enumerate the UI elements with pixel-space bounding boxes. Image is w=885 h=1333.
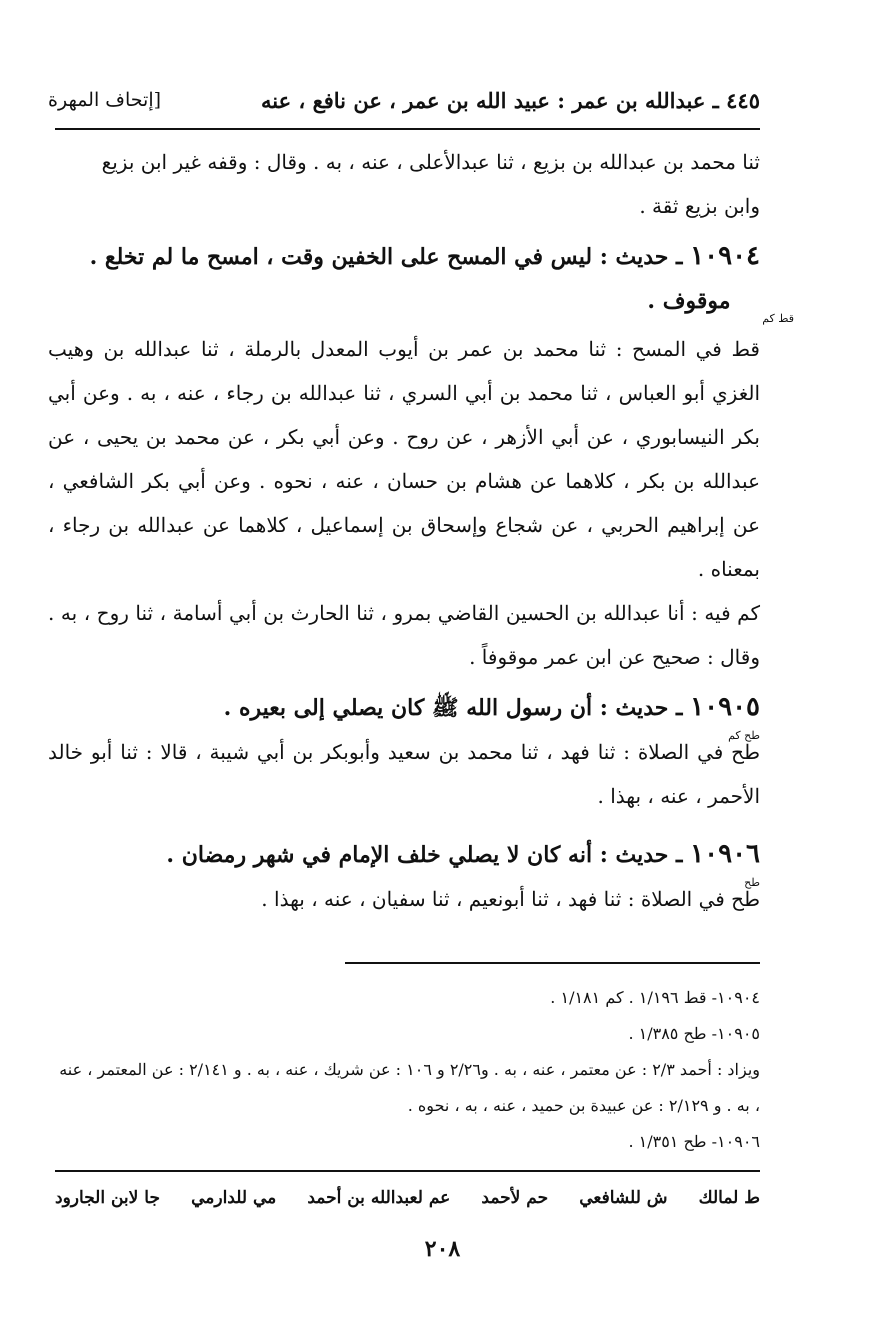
footnote-additions: ويزاد : أحمد ٢/٣ : عن معتمر ، عنه ، به . و٢/٢٦ و ١٠٦ : عن شريك ، عنه ، به . و ٢/١٤١ : عن المعتمر ، عنه ، به . و ٢/١٢٩ : عن عبيدة بن حميد ، عنه ، به ، نحوه . [59, 1060, 760, 1115]
abbreviation-key [55, 1180, 760, 1216]
footnote-10906: ١٠٩٠٦- طح ١/٣٥١ . [628, 1132, 760, 1151]
continued-line-1: ثنا محمد بن عبدالله بن بزيع ، ثنا عبدالأعلى ، عنه ، به . وقال : وقفه غير ابن بزيع [101, 150, 760, 174]
abbrev-rule [55, 1170, 760, 1172]
abbrev-item: مي للدارمي [191, 1188, 277, 1208]
abbrev-item: ش للشافعي [579, 1188, 668, 1208]
hadith-entry-10906 [48, 832, 760, 921]
entry-heading [48, 234, 794, 327]
entry-source-th [48, 877, 760, 921]
footnote-10904: ١٠٩٠٤- قط ١/١٩٦ . كم ١/١٨١ . [550, 988, 760, 1007]
entry-title: ـ حديث : أنه كان لا يصلي خلف الإمام في شهر رمضان . [166, 842, 683, 868]
abbrev-item: عم لعبدالله بن أحمد [307, 1188, 451, 1208]
entry-source-km: كم فيه : أنا عبدالله بن الحسين القاضي بمرو ، ثنا الحارث بن أبي أسامة ، ثنا روح ، به . وقال : صحيح عن ابن عمر موقوفاً . [48, 601, 760, 669]
continued-line-2: وابن بزيع ثقة . [639, 194, 760, 218]
entry-sigla: طح كم [728, 729, 760, 742]
entry-title: ـ حديث : ليس في المسح على الخفين وقت ، امسح ما لم تخلع . [89, 244, 683, 270]
hadith-entry-10905 [48, 685, 760, 818]
entry-source-qt: قط في المسح : ثنا محمد بن عمر بن أيوب المعدل بالرملة ، ثنا عبدالله بن وهيب الغزي أبو العباس ، ثنا محمد بن أبي السري ، ثنا عبدالله بن رجاء ، عنه ، به . وعن أبي بكر النيسابوري ، عن أبي الأزهر ، عن روح . وعن أبي بكر ، عن محمد بن يحيى ، عن عبدالله بن بكر ، كلاهما عن هشام بن حسان ، عنه ، نحوه . وعن أبي بكر الشافعي ، عن إبراهيم الحربي ، عن شجاع وإسحاق بن إسماعيل ، كلاهما عن عبدالله بن رجاء ، بمعناه . [48, 337, 760, 581]
entry-number: ١٠٩٠٤ [690, 241, 760, 271]
main-text [48, 140, 794, 921]
entry-title-tail: موقوف . [647, 288, 731, 314]
continued-paragraph [48, 140, 760, 228]
footnote-10905: ١٠٩٠٥- طح ١/٣٨٥ . [628, 1024, 760, 1043]
entry-title: ـ حديث : أن رسول الله ﷺ كان يصلي إلى بعيره . [223, 695, 683, 721]
entry-number: ١٠٩٠٦ [690, 839, 760, 869]
footnote-rule [345, 962, 760, 964]
entry-source-text: طح في الصلاة : ثنا فهد ، ثنا محمد بن سعيد وأبوبكر بن أبي شيبة ، قالا : ثنا أبو خالد الأحمر ، عنه ، بهذا . [48, 740, 760, 808]
entry-heading [48, 832, 760, 877]
hadith-entry-10904 [48, 234, 794, 679]
book-title: [إتحاف المهرة [48, 89, 162, 111]
header-rule [55, 128, 760, 130]
entry-source-th [48, 730, 760, 818]
abbrev-item: حم لأحمد [481, 1188, 549, 1208]
footnotes [52, 980, 760, 1160]
abbrev-item: جا لابن الجارود [55, 1188, 160, 1208]
page-number: ٢٠٨ [424, 1236, 461, 1262]
entry-sigla: قط كم [762, 312, 794, 325]
entry-heading [48, 685, 760, 730]
running-title: ٤٤٥ ـ عبدالله بن عمر : عبيد الله بن عمر ، عن نافع ، عنه [261, 87, 760, 113]
entry-number: ١٠٩٠٥ [690, 692, 760, 722]
abbrev-item: ط لمالك [698, 1188, 760, 1208]
entry-source-text: طح في الصلاة : ثنا فهد ، ثنا أبونعيم ، ثنا سفيان ، عنه ، بهذا . [261, 887, 760, 911]
running-header [48, 80, 760, 120]
entry-sigla: طح [744, 876, 760, 889]
